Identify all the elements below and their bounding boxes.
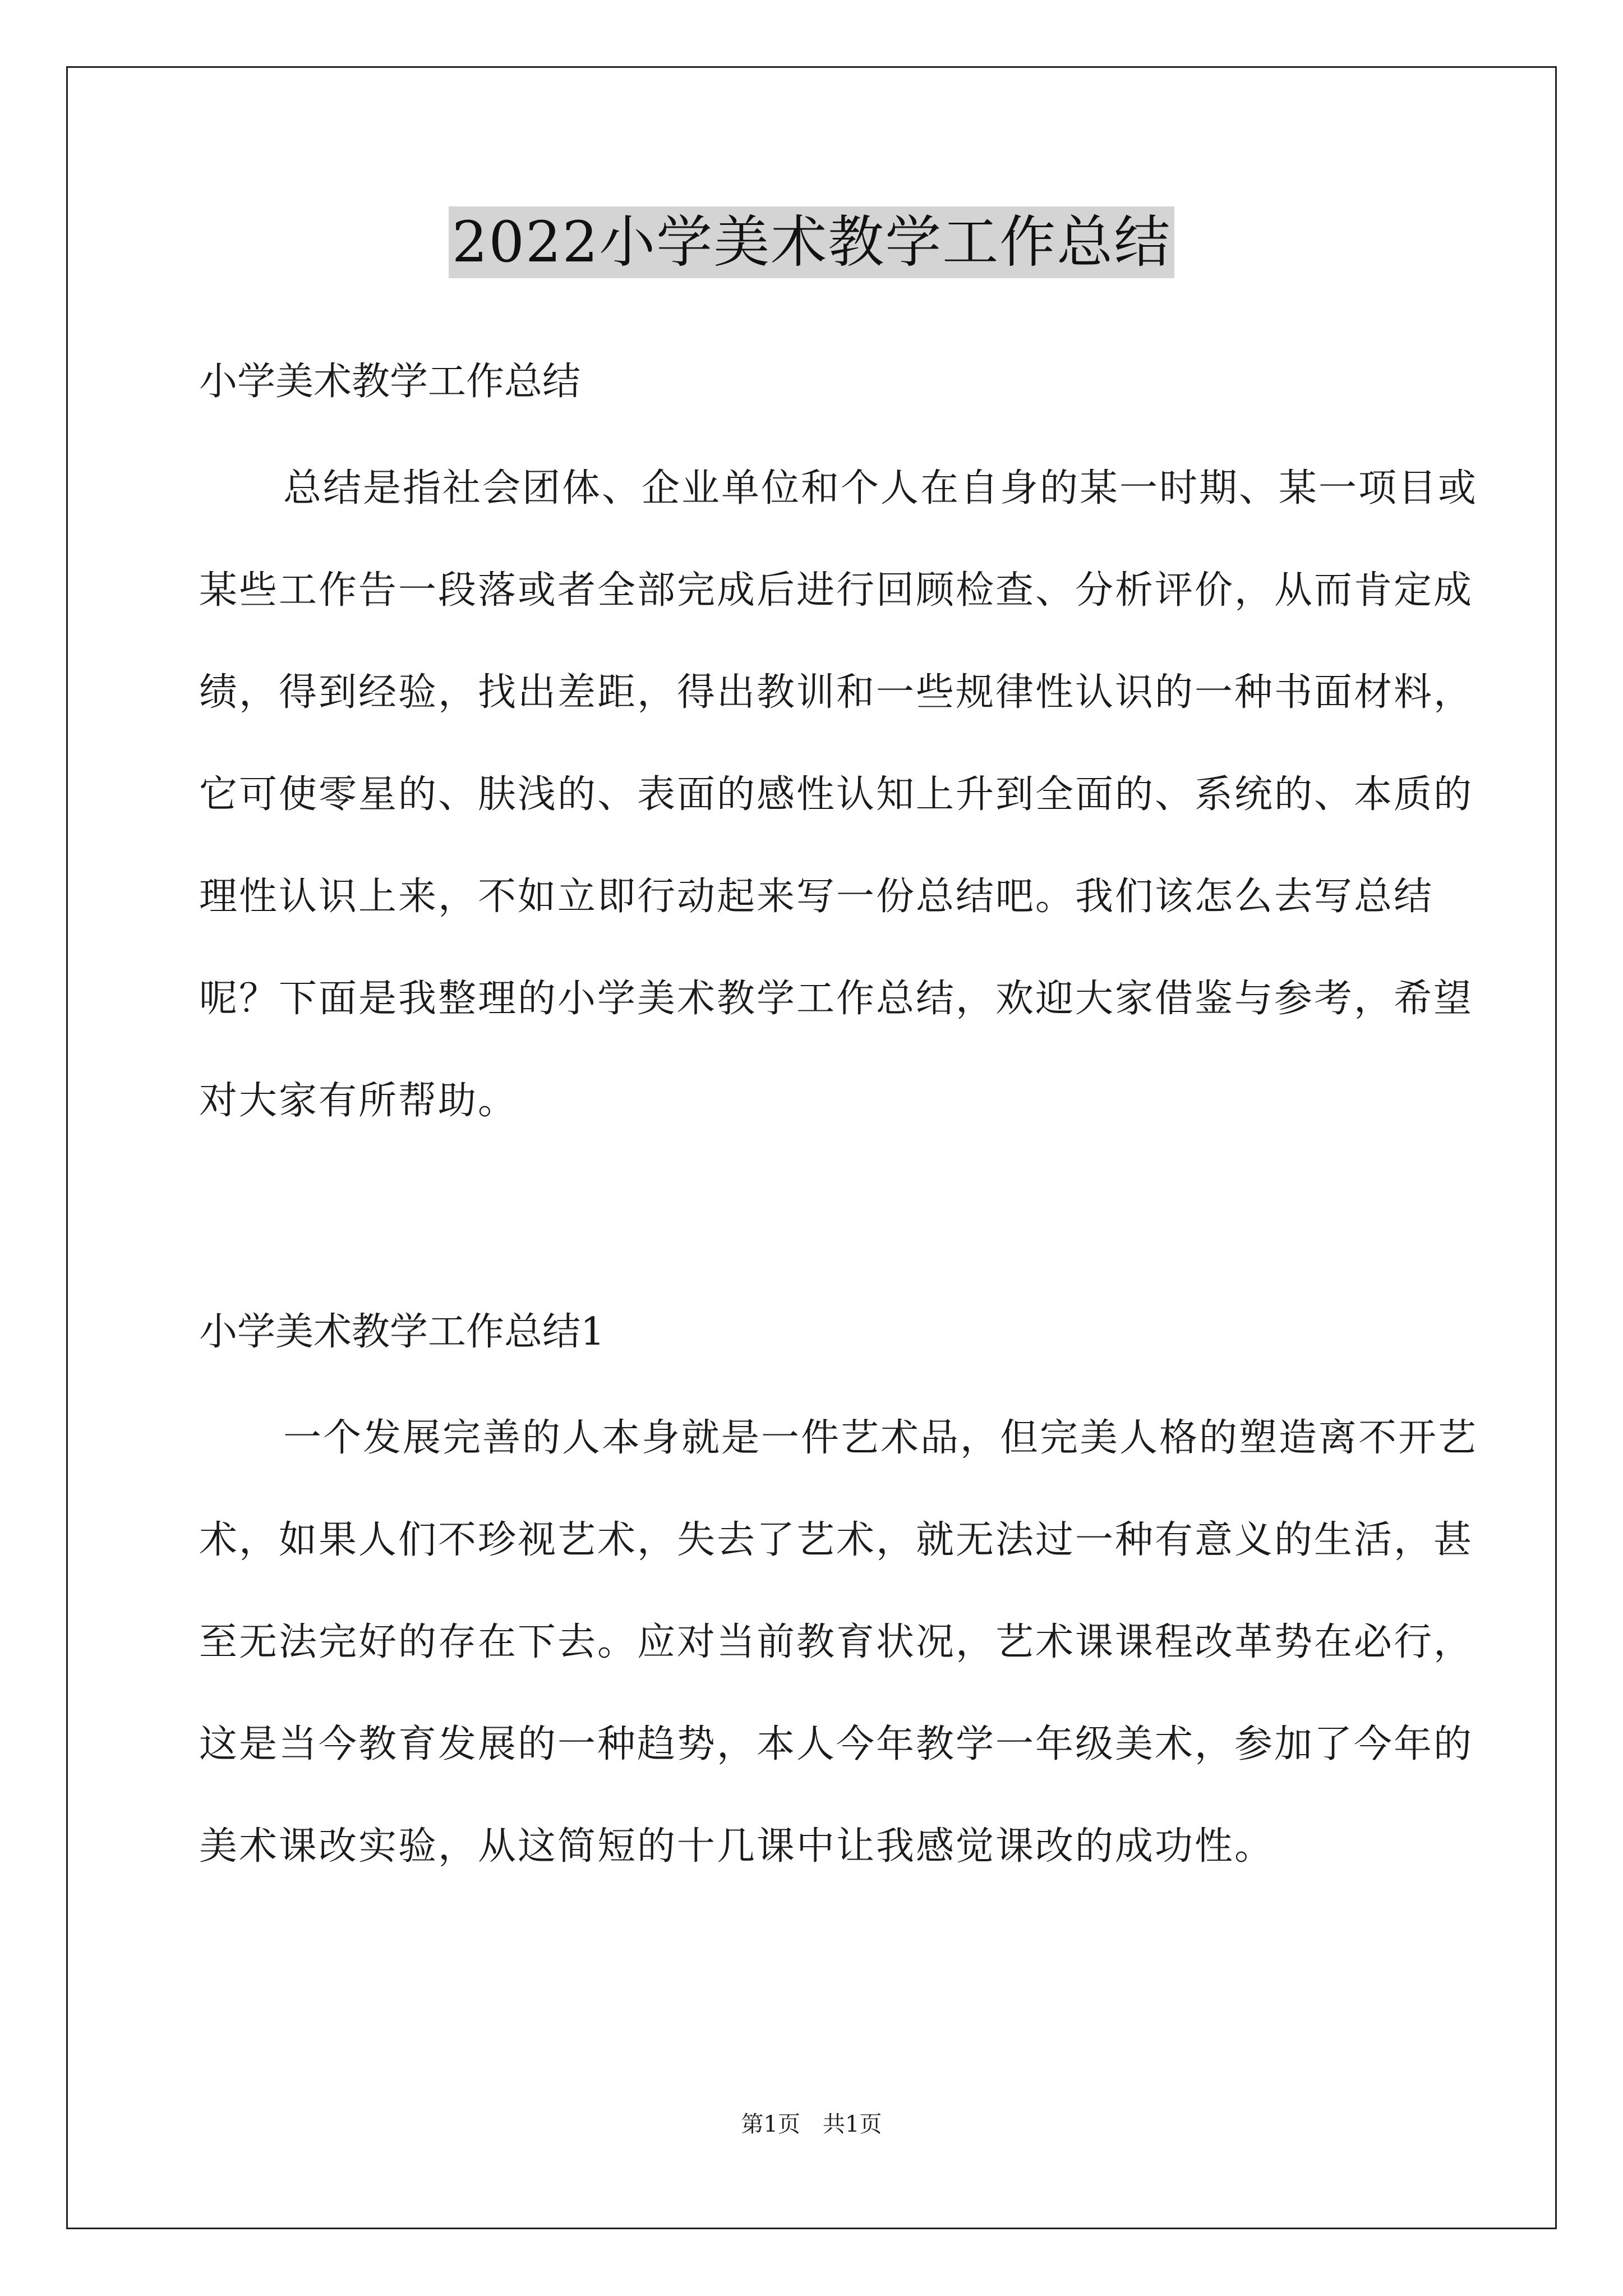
page-number-footer: 第1页 共1页 xyxy=(741,2111,882,2137)
section1-paragraph: 一个发展完善的人本身就是一件艺术品，但完美人格的塑造离不开艺术，如果人们不珍视艺术，失去了艺术，就无法过一种有意义的生活，甚至无法完好的存在下去。应对当前教育状况，艺术课课程改革势在必行，这是当今教育发展的一种趋势，本人今年教学一年级美术，参加了今年的美术课改实验，从这简短的十几课中让我感觉课改的成功性。 xyxy=(199,1416,1478,1869)
section1-heading: 小学美术教学工作总结1 xyxy=(199,1310,605,1354)
document-title: 2022小学美术教学工作总结 xyxy=(449,206,1175,278)
intro-heading: 小学美术教学工作总结 xyxy=(199,360,581,404)
title-container xyxy=(0,206,1623,278)
intro-paragraph: 总结是指社会团体、企业单位和个人在自身的某一时期、某一项目或某些工作告一段落或者全部完成后进行回顾检查、分析评价，从而肯定成绩，得到经验，找出差距，得出教训和一些规律性认识的一种书面材料，它可使零星的、肤浅的、表面的感性认知上升到全面的、系统的、本质的理性认识上来，不如立即行动起来写一份总结吧。我们该怎么去写总结呢？下面是我整理的小学美术教学工作总结，欢迎大家借鉴与参考，希望对大家有所帮助。 xyxy=(199,466,1478,1123)
